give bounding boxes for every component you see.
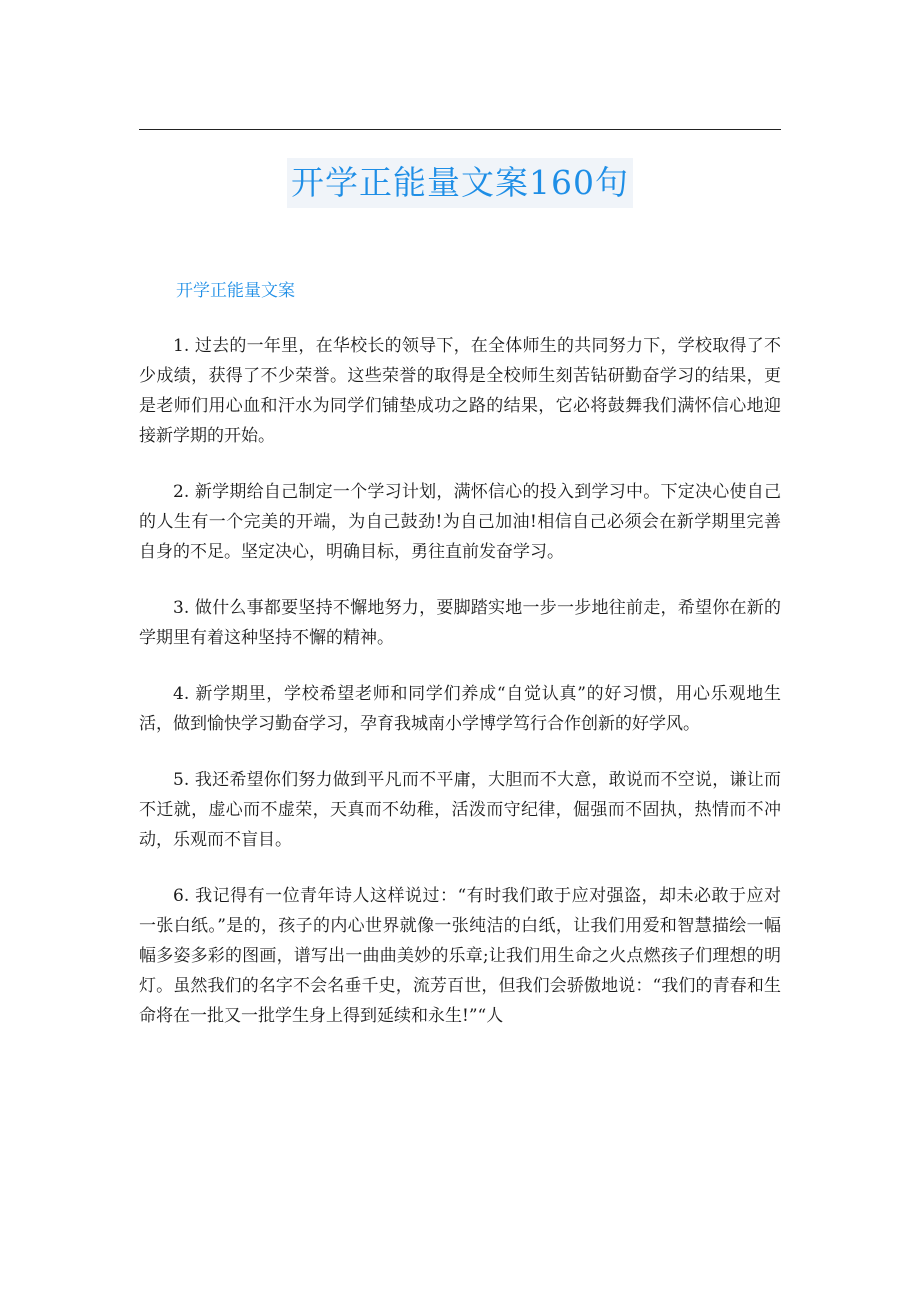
paragraph-6: 6. 我记得有一位青年诗人这样说过：“有时我们敢于应对强盗，却未必敢于应对一张白纸。”是的，孩子的内心世界就像一张纯洁的白纸，让我们用爱和智慧描绘一幅幅多姿多彩的图画，谱写出一曲曲美妙的乐章;让我们用生命之火点燃孩子们理想的明灯。虽然我们的名字不会名垂千史，流芳百世，但我们会骄傲地说：“我们的青春和生命将在一批又一批学生身上得到延续和永生!”“人 bbox=[139, 886, 781, 1026]
paragraph-4: 4. 新学期里，学校希望老师和同学们养成“自觉认真”的好习惯，用心乐观地生活，做到愉快学习勤奋学习，孕育我城南小学博学笃行合作创新的好学风。 bbox=[139, 684, 781, 734]
paragraph-1: 1. 过去的一年里，在华校长的领导下，在全体师生的共同努力下，学校取得了不少成绩，获得了不少荣誉。这些荣誉的取得是全校师生刻苦钻研勤奋学习的结果，更是老师们用心血和汗水为同学们铺垫成功之路的结果，它必将鼓舞我们满怀信心地迎接新学期的开始。 bbox=[139, 336, 781, 446]
title-container bbox=[0, 158, 920, 208]
document-body bbox=[139, 331, 781, 1057]
top-divider bbox=[139, 129, 781, 130]
section-heading: 开学正能量文案 bbox=[176, 281, 295, 301]
paragraph-5: 5. 我还希望你们努力做到平凡而不平庸，大胆而不大意，敢说而不空说，谦让而不迁就，虚心而不虚荣，天真而不幼稚，活泼而守纪律，倔强而不固执，热情而不冲动，乐观而不盲目。 bbox=[139, 770, 781, 850]
paragraph-2: 2. 新学期给自己制定一个学习计划，满怀信心的投入到学习中。下定决心使自己的人生有一个完美的开端，为自己鼓劲!为自己加油!相信自己必须会在新学期里完善自身的不足。坚定决心，明确目标，勇往直前发奋学习。 bbox=[139, 482, 781, 562]
page-title: 开学正能量文案160句 bbox=[287, 158, 633, 208]
paragraph-3: 3. 做什么事都要坚持不懈地努力，要脚踏实地一步一步地往前走，希望你在新的学期里有着这种坚持不懈的精神。 bbox=[139, 598, 781, 648]
